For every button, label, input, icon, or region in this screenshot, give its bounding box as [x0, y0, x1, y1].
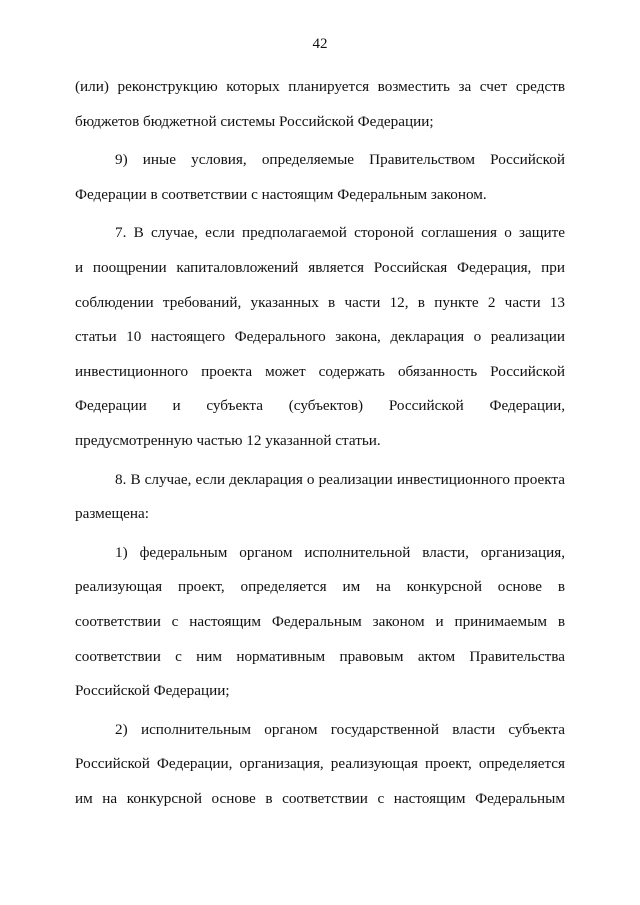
text-line: Федерации в соответствии с настоящим Федеральным законом. — [75, 185, 487, 203]
text-line: Российской Федерации, организация, реализующая проект, определяется — [75, 755, 565, 773]
text-line: 9) иные условия, определяемые Правительством Российской — [115, 151, 565, 169]
paragraph — [75, 536, 565, 709]
paragraph — [75, 143, 565, 212]
paragraph — [75, 216, 565, 458]
text-line: соблюдении требований, указанных в части 12, в пункте 2 части 13 — [75, 293, 565, 311]
text-line: 7. В случае, если предполагаемой стороной соглашения о защите — [115, 224, 565, 242]
text-line: предусмотренную частью 12 указанной статьи. — [75, 431, 381, 449]
text-line: 2) исполнительным органом государственной власти субъекта — [115, 720, 565, 738]
text-line: им на конкурсной основе в соответствии с настоящим Федеральным — [75, 789, 565, 807]
text-line: и поощрении капиталовложений является Российская Федерация, при — [75, 258, 565, 276]
text-line: (или) реконструкцию которых планируется возместить за счет средств — [75, 78, 565, 95]
text-line: Федерации и субъекта (субъектов) Российской Федерации, — [75, 397, 565, 415]
text-line: соответствии с ним нормативным правовым актом Правительства — [75, 647, 565, 665]
text-line: 8. В случае, если декларация о реализации инвестиционного проекта — [115, 470, 565, 488]
document-body — [75, 70, 565, 816]
text-line: соответствии с настоящим Федеральным законом и принимаемым в — [75, 612, 565, 630]
paragraph — [75, 463, 565, 532]
paragraph — [75, 713, 565, 817]
paragraph — [75, 70, 565, 139]
page-number: 42 — [312, 36, 328, 52]
text-line: 1) федеральным органом исполнительной власти, организация, — [115, 543, 565, 561]
text-line: бюджетов бюджетной системы Российской Федерации; — [75, 112, 434, 130]
text-line: инвестиционного проекта может содержать обязанность Российской — [75, 362, 565, 380]
text-line: статьи 10 настоящего Федерального закона, декларация о реализации — [75, 328, 565, 346]
text-line: Российской Федерации; — [75, 682, 230, 700]
text-line: размещена: — [75, 505, 149, 523]
text-line: реализующая проект, определяется им на конкурсной основе в — [75, 578, 565, 596]
